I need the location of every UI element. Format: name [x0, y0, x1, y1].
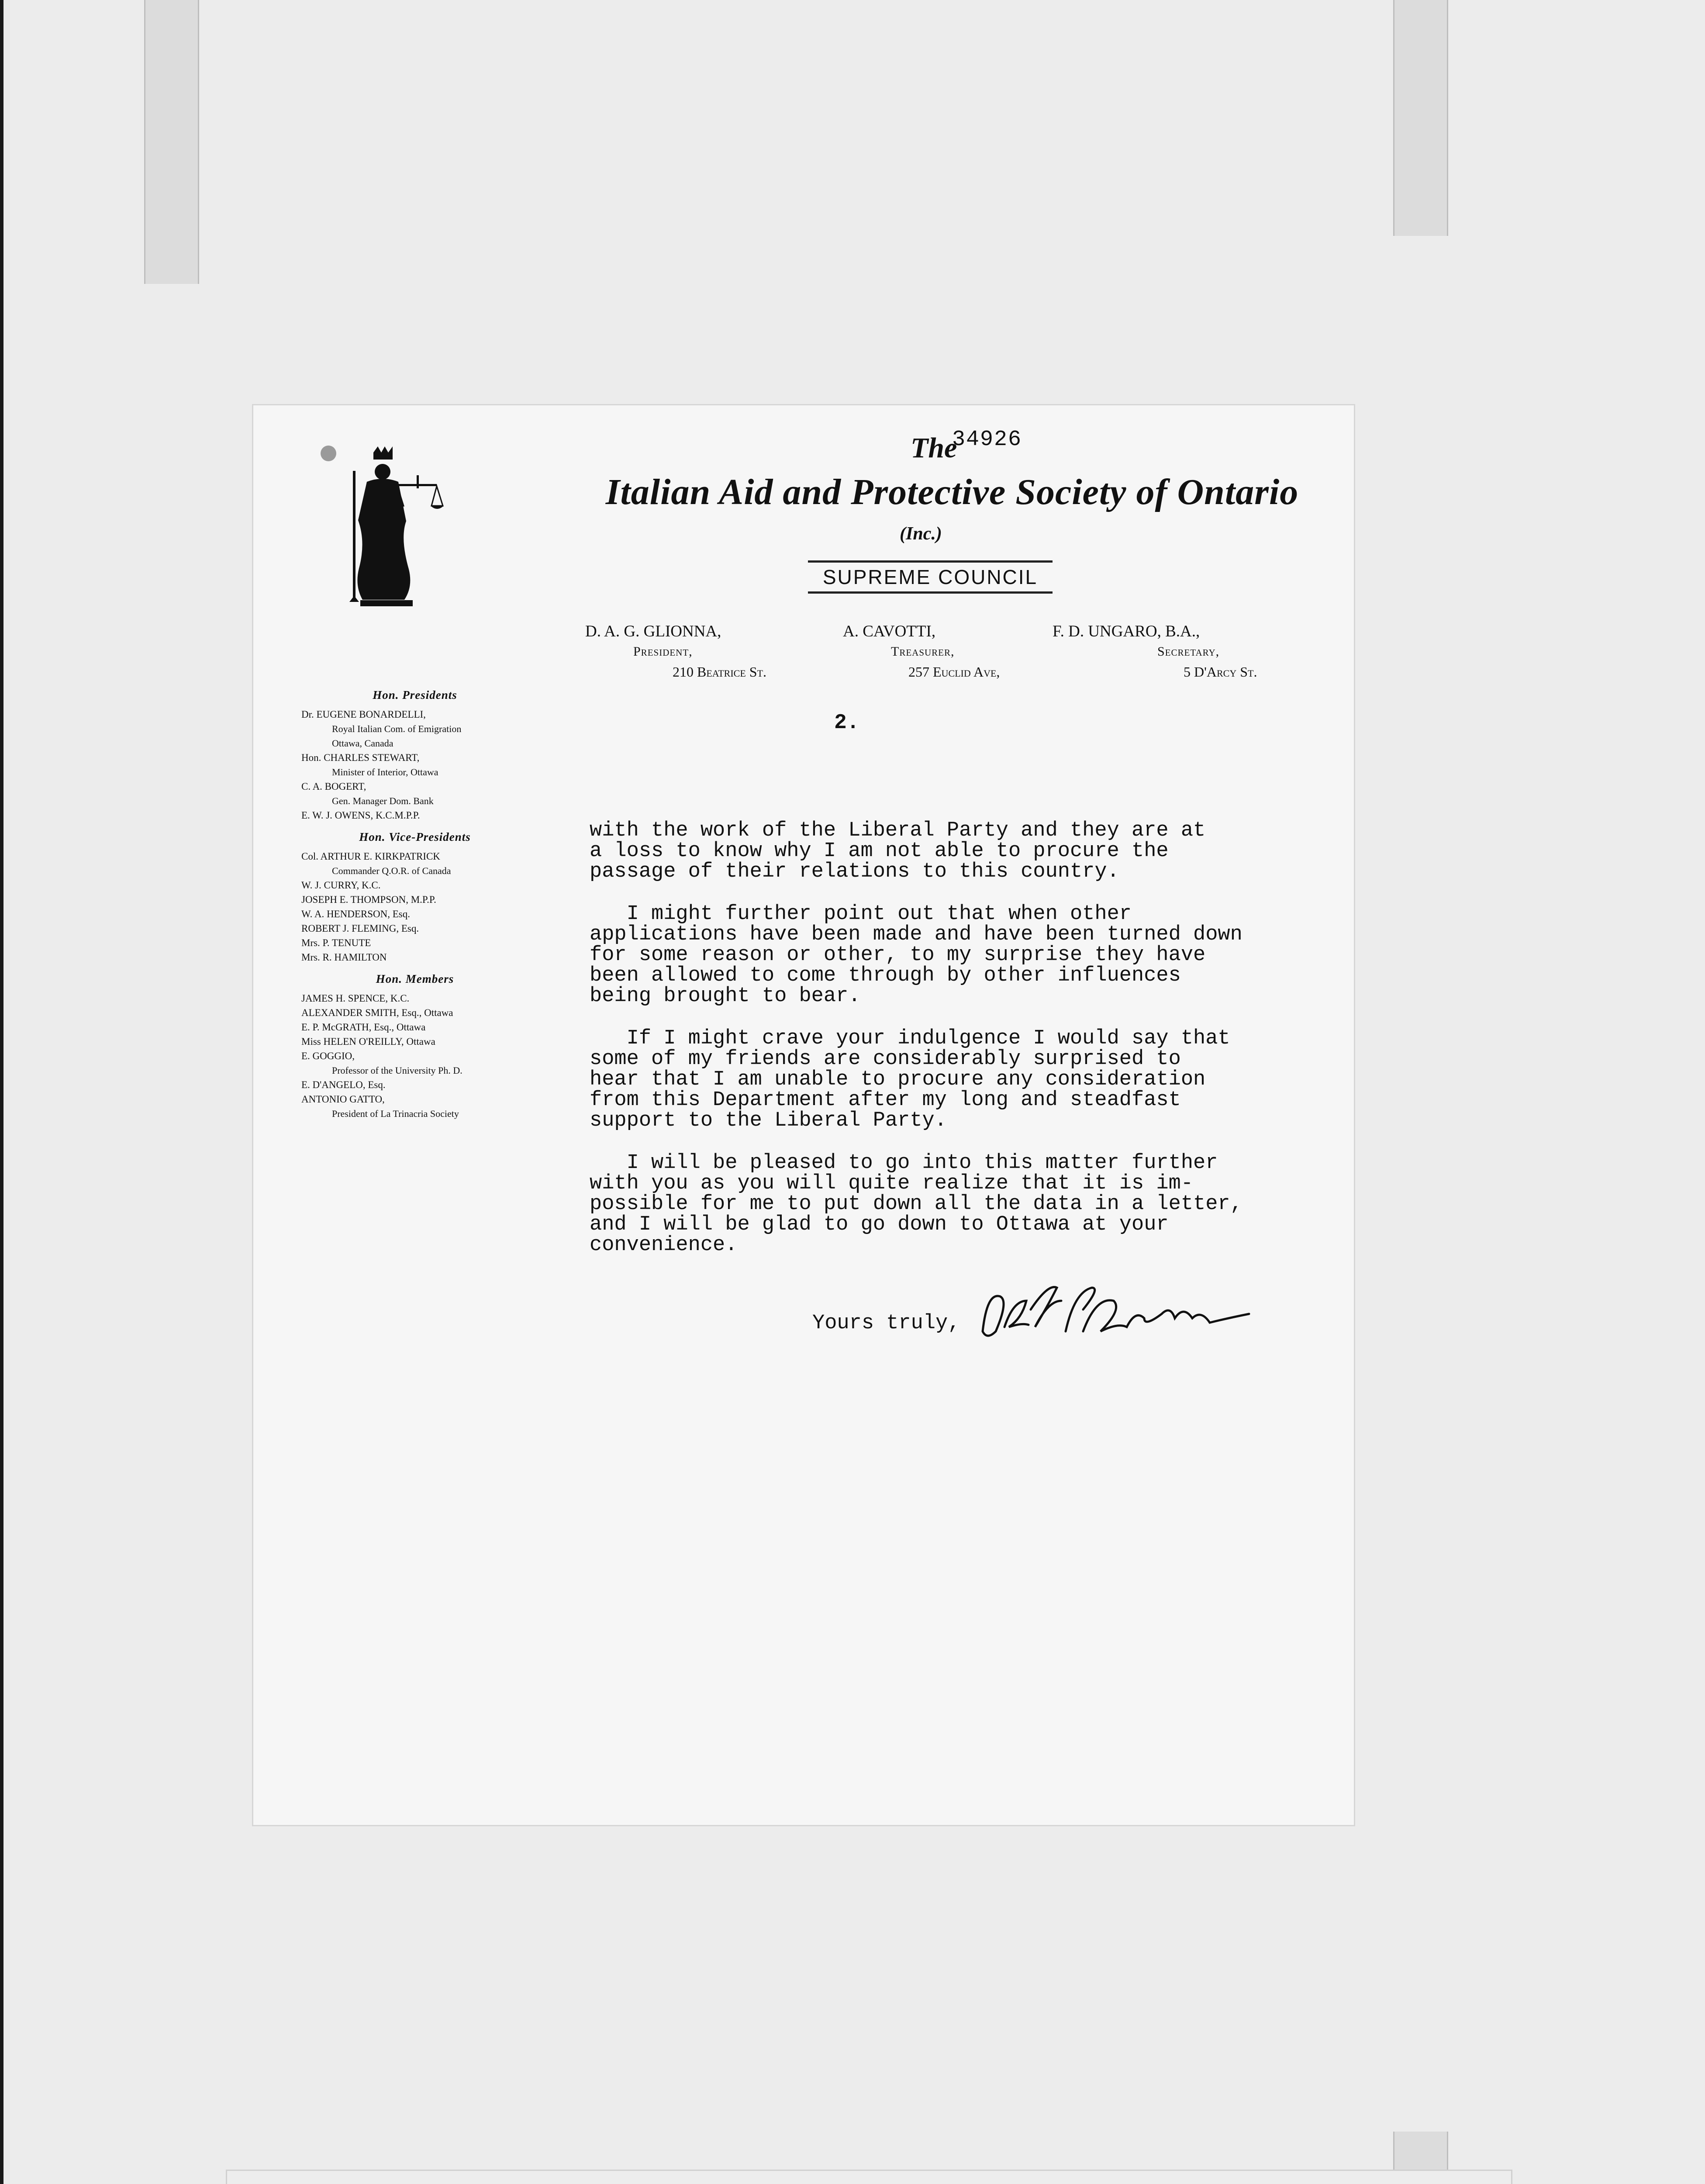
sidebar-entry: Hon. CHARLES STEWART, [301, 752, 420, 763]
officer-role: President, [633, 644, 693, 659]
letter-line: hear that I am unable to procure any consideration [590, 1068, 1206, 1091]
letter-line: applications have been made and have been turned down [590, 923, 1243, 946]
letter-paragraph [590, 820, 1332, 882]
sidebar-entry: Ottawa, Canada [332, 738, 393, 749]
letter-line: been allowed to come through by other influences [590, 964, 1181, 987]
organization-name: Italian Aid and Protective Society of Ontario [605, 472, 1299, 512]
letter-line: being brought to bear. [590, 985, 861, 1008]
letter-line: I will be pleased to go into this matter further [590, 1151, 1218, 1175]
sidebar-entry: President of La Trinacria Society [332, 1108, 459, 1119]
letter-line: I might further point out that when other [590, 902, 1132, 926]
sidebar-entry: ALEXANDER SMITH, Esq., Ottawa [301, 1007, 453, 1018]
letter-line: with you as you will quite realize that it is im- [590, 1172, 1194, 1195]
closing-salutation: Yours truly, [812, 1312, 960, 1335]
letter-line: some of my friends are considerably surprised to [590, 1047, 1181, 1071]
supreme-council-label: SUPREME COUNCIL [808, 560, 1053, 594]
hon-presidents-heading: Hon. Presidents [373, 688, 457, 702]
archives-card [227, 2171, 1511, 2184]
sidebar-entry: ROBERT J. FLEMING, Esq. [301, 923, 419, 934]
letter-line: If I might crave your indulgence I would say that [590, 1027, 1230, 1050]
sidebar-entry: Commander Q.O.R. of Canada [332, 865, 451, 876]
officer-president [585, 622, 766, 682]
letter-line: possible for me to put down all the data in a letter, [590, 1192, 1243, 1216]
letter-body [590, 820, 1332, 1277]
hon-vice-presidents-list [301, 849, 528, 964]
sidebar-entry: Dr. EUGENE BONARDELLI, [301, 709, 426, 720]
letter-line: support to the Liberal Party. [590, 1109, 947, 1132]
officer-name: D. A. G. GLIONNA, [585, 622, 721, 640]
sidebar-entry: W. J. CURRY, K.C. [301, 880, 381, 891]
hon-vice-presidents-heading: Hon. Vice-Presidents [359, 830, 471, 843]
sidebar-entry: W. A. HENDERSON, Esq. [301, 909, 410, 919]
incorporated-mark: (Inc.) [900, 524, 942, 544]
sidebar-entry: Mrs. P. TENUTE [301, 937, 371, 948]
letter-line: convenience. [590, 1234, 738, 1257]
sidebar-entry: Mrs. R. HAMILTON [301, 952, 387, 963]
hon-presidents-list [301, 707, 528, 822]
sidebar-entry: E. P. McGRATH, Esq., Ottawa [301, 1022, 426, 1033]
sidebar-entry: Royal Italian Com. of Emigration [332, 723, 462, 734]
hon-members-list [301, 991, 528, 1121]
sidebar-entry: Miss HELEN O'REILLY, Ottawa [301, 1036, 435, 1047]
sidebar-entry: E. GOGGIO, [301, 1051, 355, 1061]
officer-role: Secretary, [1157, 644, 1220, 659]
officer-role: Treasurer, [891, 644, 955, 659]
letter-line: from this Department after my long and steadfast [590, 1089, 1181, 1112]
sidebar-entry: C. A. BOGERT, [301, 781, 366, 792]
letter-line: for some reason or other, to my surprise they have [590, 943, 1206, 967]
officer-secretary [1053, 622, 1257, 682]
letter-line: passage of their relations to this country. [590, 860, 1119, 883]
honorary-officers-sidebar [301, 681, 528, 1121]
org-article: The [911, 432, 957, 464]
page-number: 2. [834, 711, 859, 735]
sidebar-entry: Gen. Manager Dom. Bank [332, 795, 434, 806]
sidebar-entry: E. D'ANGELO, Esq. [301, 1079, 386, 1090]
officer-name: A. CAVOTTI, [843, 622, 936, 640]
sidebar-entry: Minister of Interior, Ottawa [332, 767, 438, 778]
document-number-stamp: 34926 [952, 427, 1022, 452]
sidebar-entry: E. W. J. OWENS, K.C.M.P.P. [301, 810, 420, 821]
sidebar-entry: ANTONIO GATTO, [301, 1094, 385, 1105]
sidebar-entry: JOSEPH E. THOMPSON, M.P.P. [301, 894, 436, 905]
sidebar-entry: Professor of the University Ph. D. [332, 1065, 462, 1076]
officer-treasurer [843, 622, 1000, 682]
letter-line: and I will be glad to go down to Ottawa at your [590, 1213, 1169, 1236]
hon-members-heading: Hon. Members [376, 972, 454, 985]
letter-line: with the work of the Liberal Party and they are at [590, 819, 1206, 842]
letter-paragraph [590, 1028, 1332, 1131]
signature-icon [974, 1279, 1280, 1349]
officer-name: F. D. UNGARO, B.A., [1053, 622, 1200, 640]
sidebar-entry: Col. ARTHUR E. KIRKPATRICK [301, 851, 440, 862]
letter-paragraph [590, 904, 1332, 1006]
officer-address: 210 Beatrice St. [673, 664, 767, 680]
mounting-tape-top-right [1393, 0, 1448, 236]
letter-page [253, 405, 1354, 1825]
mounting-tape-top-left [144, 0, 199, 284]
sidebar-entry: JAMES H. SPENCE, K.C. [301, 993, 410, 1004]
letter-line: a loss to know why I am not able to procure the [590, 840, 1169, 863]
justice-emblem-icon [319, 445, 450, 615]
letter-paragraph [590, 1153, 1332, 1255]
officer-address: 257 Euclid Ave, [908, 664, 1000, 680]
officer-address: 5 D'Arcy St. [1184, 664, 1257, 680]
film-edge-left [0, 0, 3, 2184]
